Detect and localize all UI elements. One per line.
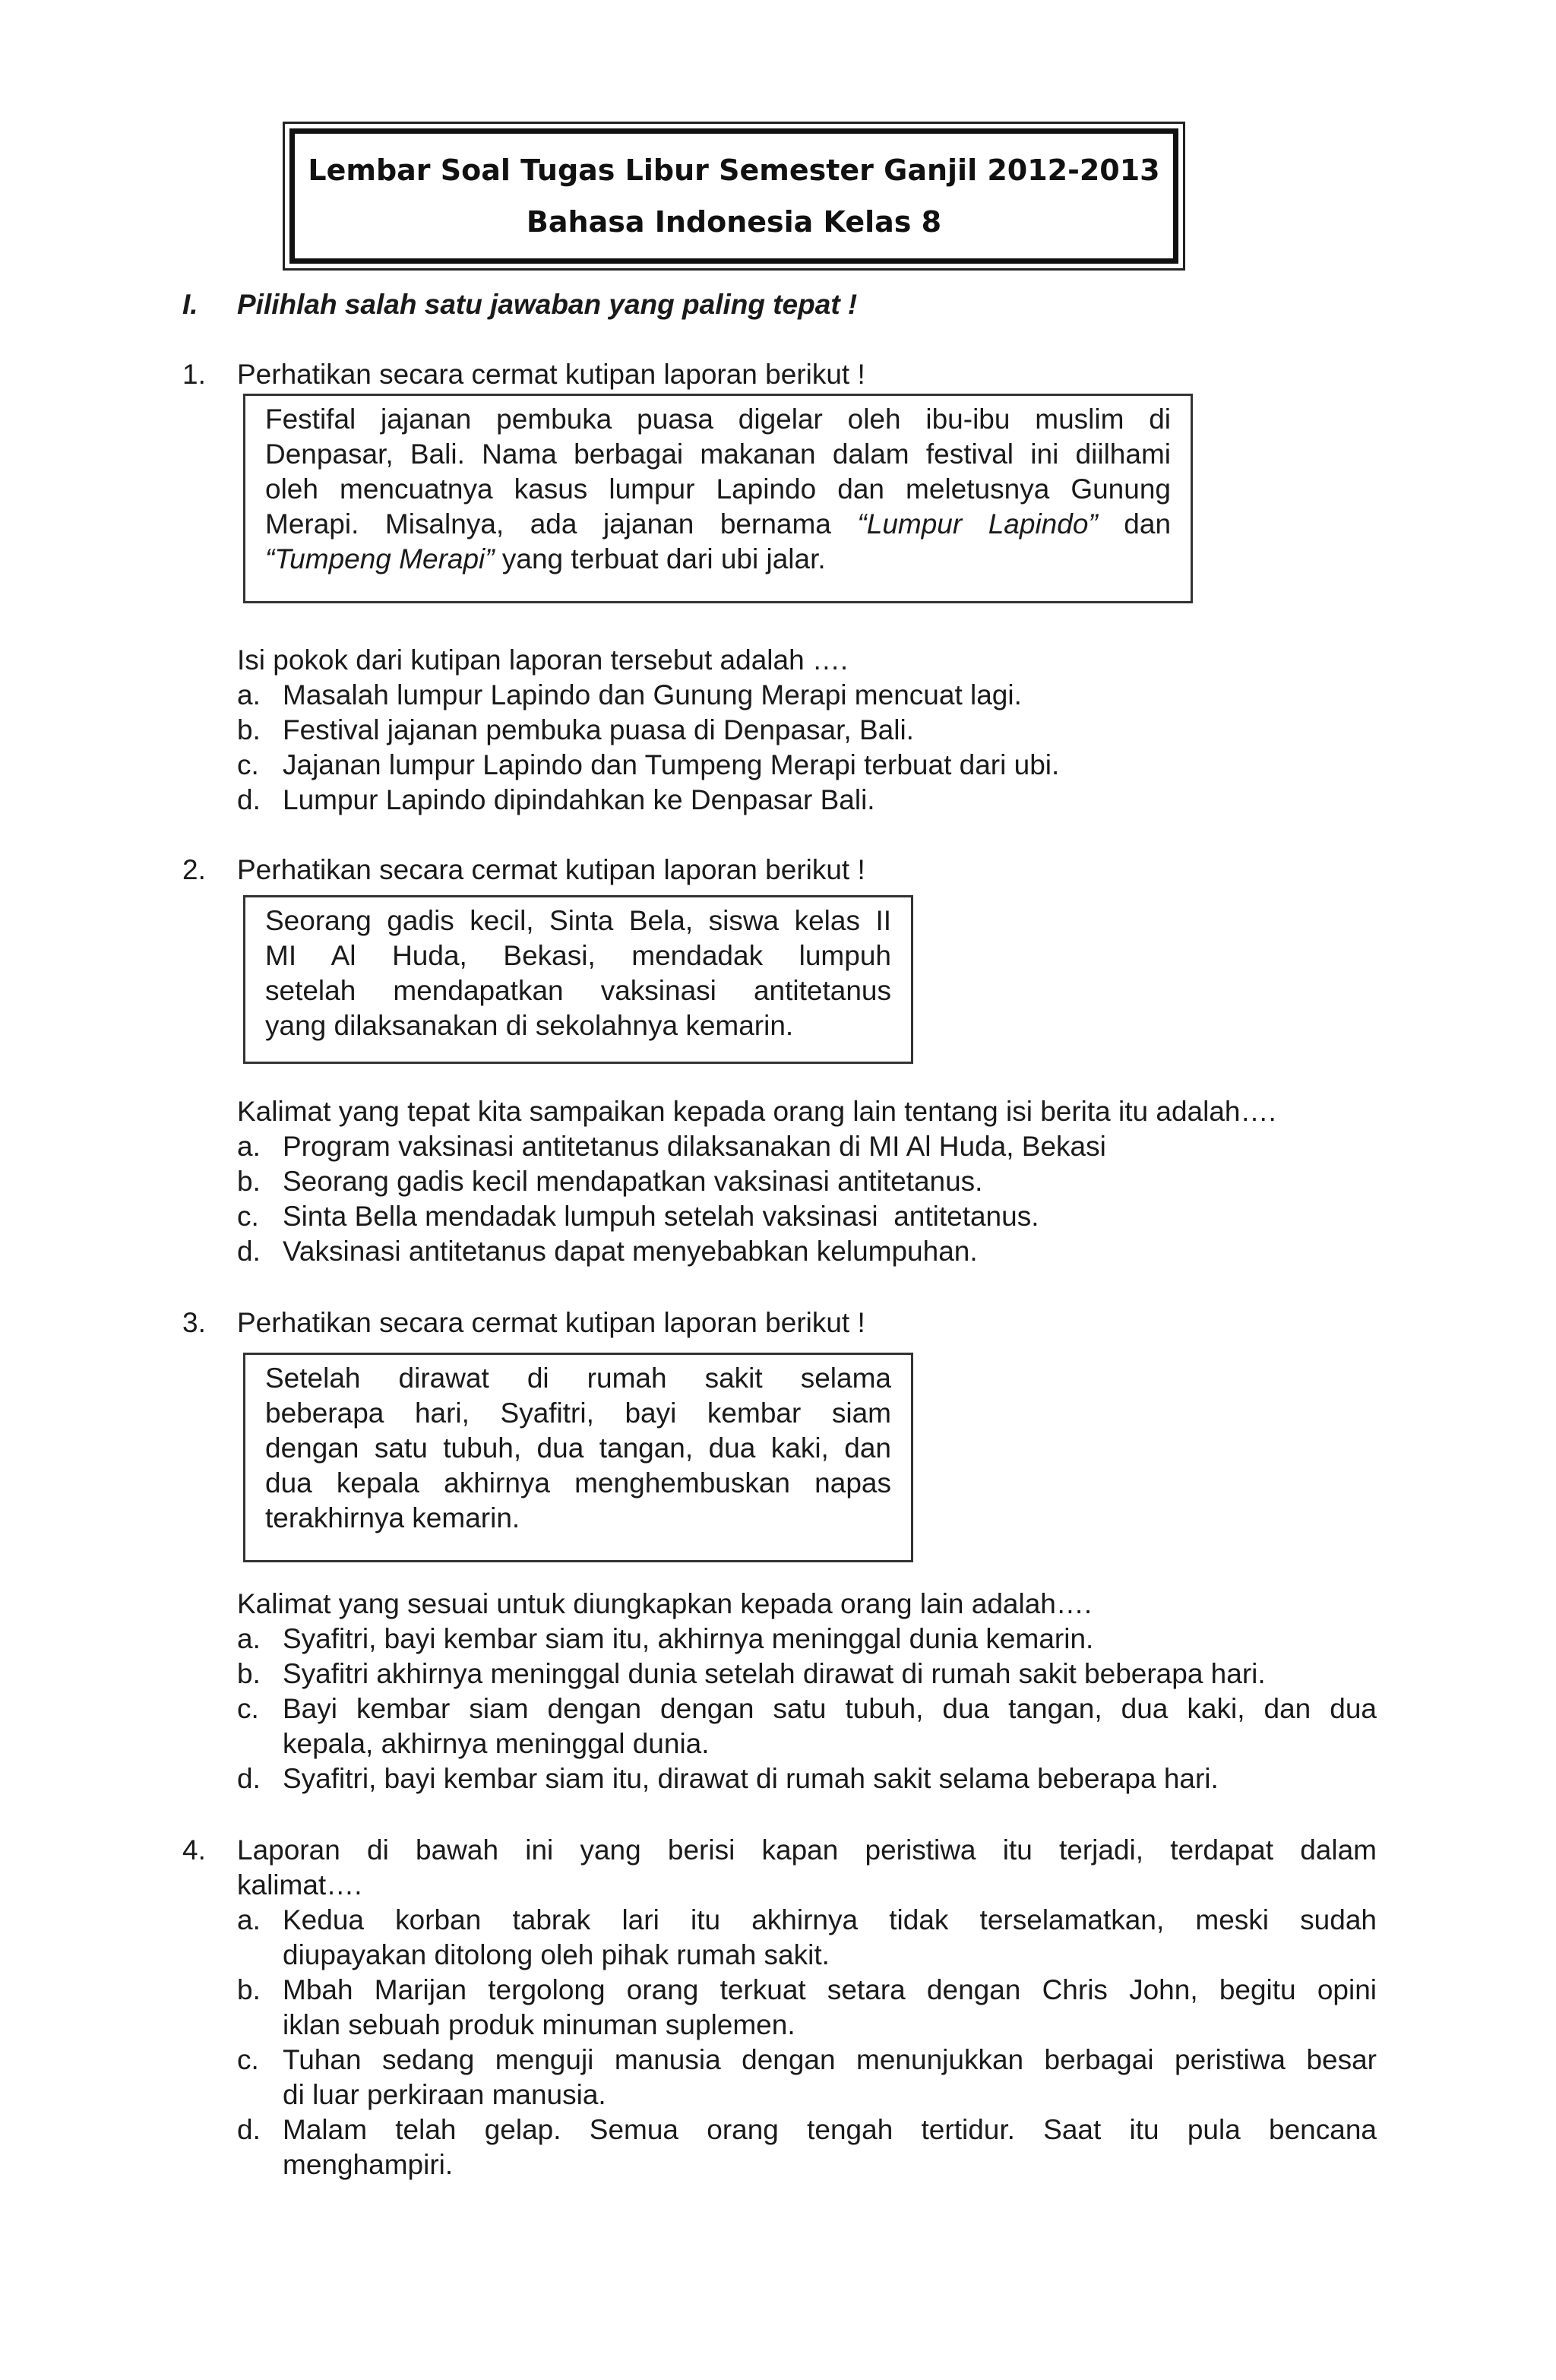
option-c: c. Bayi kembar siam dengan dengan satu tubuh, dua tangan, dua kaki, dan dua kepala, akhirnya meninggal dunia. [237,1693,1377,1759]
document-subtitle: Bahasa Indonesia Kelas 8 [526,205,942,239]
option-b: b. Festival jajanan pembuka puasa di Denpasar, Bali. [237,714,914,745]
quote-line: setelah mendapatkan vaksinasi antitetanus [265,975,891,1006]
quote-line: Setelah dirawat di rumah sakit selama [265,1362,891,1394]
quote-line: dua kepala akhirnya menghembuskan napas [265,1467,891,1499]
question-1-stem [182,357,1377,392]
quote-line: beberapa hari, Syafitri, bayi kembar siam [265,1397,891,1429]
option-b: b. Syafitri akhirnya meninggal dunia setelah dirawat di rumah sakit beberapa hari. [237,1658,1266,1689]
question-1-options [237,678,1377,818]
section-instruction: Pilihlah salah satu jawaban yang paling tepat ! [237,289,858,320]
quote-italic: “Lumpur Lapindo” [857,508,1098,540]
quote-italic: “Tumpeng Merapi” [265,543,495,574]
section-numeral: I. [182,289,198,320]
question-4-stem-text [237,1833,1377,1903]
quote-line-mixed: Merapi. Misalnya, ada jajanan bernama “Lumpur Lapindo” dan [265,508,1172,540]
question-text: Laporan di bawah ini yang berisi kapan peristiwa itu terjadi, terdapat dalam [237,1834,1377,1866]
quote-line: terakhirnya kemarin. [265,1502,520,1533]
question-number: 2. [182,854,206,885]
option-a: a. Masalah lumpur Lapindo dan Gunung Merapi mencuat lagi. [237,679,1022,711]
option-c: c. Tuhan sedang menguji manusia dengan menunjukkan berbagai peristiwa besar di luar perkiraan manusia. [237,2044,1377,2110]
option-a: a. Program vaksinasi antitetanus dilaksanakan di MI Al Huda, Bekasi [237,1131,1106,1162]
question-2-quote-box [243,895,913,1064]
option-a: a. Syafitri, bayi kembar siam itu, akhirnya meninggal dunia kemarin. [237,1623,1094,1654]
quote-line: Seorang gadis kecil, Sinta Bela, siswa kelas II [265,905,891,936]
question-1-lead: Isi pokok dari kutipan laporan tersebut adalah …. [237,644,849,676]
option-d: d. Syafitri, bayi kembar siam itu, dirawat di rumah sakit selama beberapa hari. [237,1763,1219,1794]
question-number: 3. [182,1307,206,1338]
question-3-stem [182,1306,1377,1340]
question-3-quote-box [243,1353,913,1562]
question-number: 4. [182,1834,206,1866]
question-text-cont: kalimat…. [237,1869,362,1901]
quote-line-mixed: “Tumpeng Merapi” yang terbuat dari ubi jalar. [265,543,826,574]
quote-line: Denpasar, Bali. Nama berbagai makanan dalam festival ini diilhami [265,438,1171,470]
quote-line: yang dilaksanakan di sekolahnya kemarin. [265,1010,794,1041]
option-d: d. Vaksinasi antitetanus dapat menyebabkan kelumpuhan. [237,1236,978,1267]
question-2-lead: Kalimat yang tepat kita sampaikan kepada orang lain tentang isi berita itu adalah…. [237,1096,1276,1127]
title-box-inner [289,128,1178,264]
option-b: b. Mbah Marijan tergolong orang terkuat setara dengan Chris John, begitu opini iklan sebuah produk minuman suplemen. [237,1974,1377,2040]
option-d: d. Lumpur Lapindo dipindahkan ke Denpasar Bali. [237,784,875,815]
quote-line: MI Al Huda, Bekasi, mendadak lumpuh [265,940,891,971]
quote-line: oleh mencuatnya kasus lumpur Lapindo dan meletusnya Gunung [265,473,1171,505]
option-c: c. Jajanan lumpur Lapindo dan Tumpeng Merapi terbuat dari ubi. [237,749,1060,780]
question-1-quote-box [243,394,1193,603]
question-text: Perhatikan secara cermat kutipan laporan berikut ! [237,1307,865,1338]
question-3-lead: Kalimat yang sesuai untuk diungkapkan kepada orang lain adalah…. [237,1588,1093,1619]
question-4-options [237,1903,1377,2182]
quote-line: dengan satu tubuh, dua tangan, dua kaki, dan [265,1432,891,1464]
question-text: Perhatikan secara cermat kutipan laporan berikut ! [237,854,865,885]
question-number: 1. [182,359,206,390]
document-title: Lembar Soal Tugas Libur Semester Ganjil 2012-2013 [308,153,1160,187]
option-d: d. Malam telah gelap. Semua orang tengah tertidur. Saat itu pula bencana menghampiri. [237,2114,1377,2180]
question-2-options [237,1129,1377,1269]
question-3-options [237,1622,1377,1796]
option-c: c. Sinta Bella mendadak lumpuh setelah vaksinasi antitetanus. [237,1201,1039,1232]
section-heading [182,287,857,322]
title-box [283,122,1185,271]
option-a: a. Kedua korban tabrak lari itu akhirnya tidak terselamatkan, meski sudah diupayakan ditolong oleh pihak rumah sakit. [237,1904,1377,1970]
option-b: b. Seorang gadis kecil mendapatkan vaksinasi antitetanus. [237,1166,983,1197]
quote-line: Festifal jajanan pembuka puasa digelar oleh ibu-ibu muslim di [265,404,1171,435]
question-2-stem [182,853,1377,888]
question-text: Perhatikan secara cermat kutipan laporan berikut ! [237,359,865,390]
